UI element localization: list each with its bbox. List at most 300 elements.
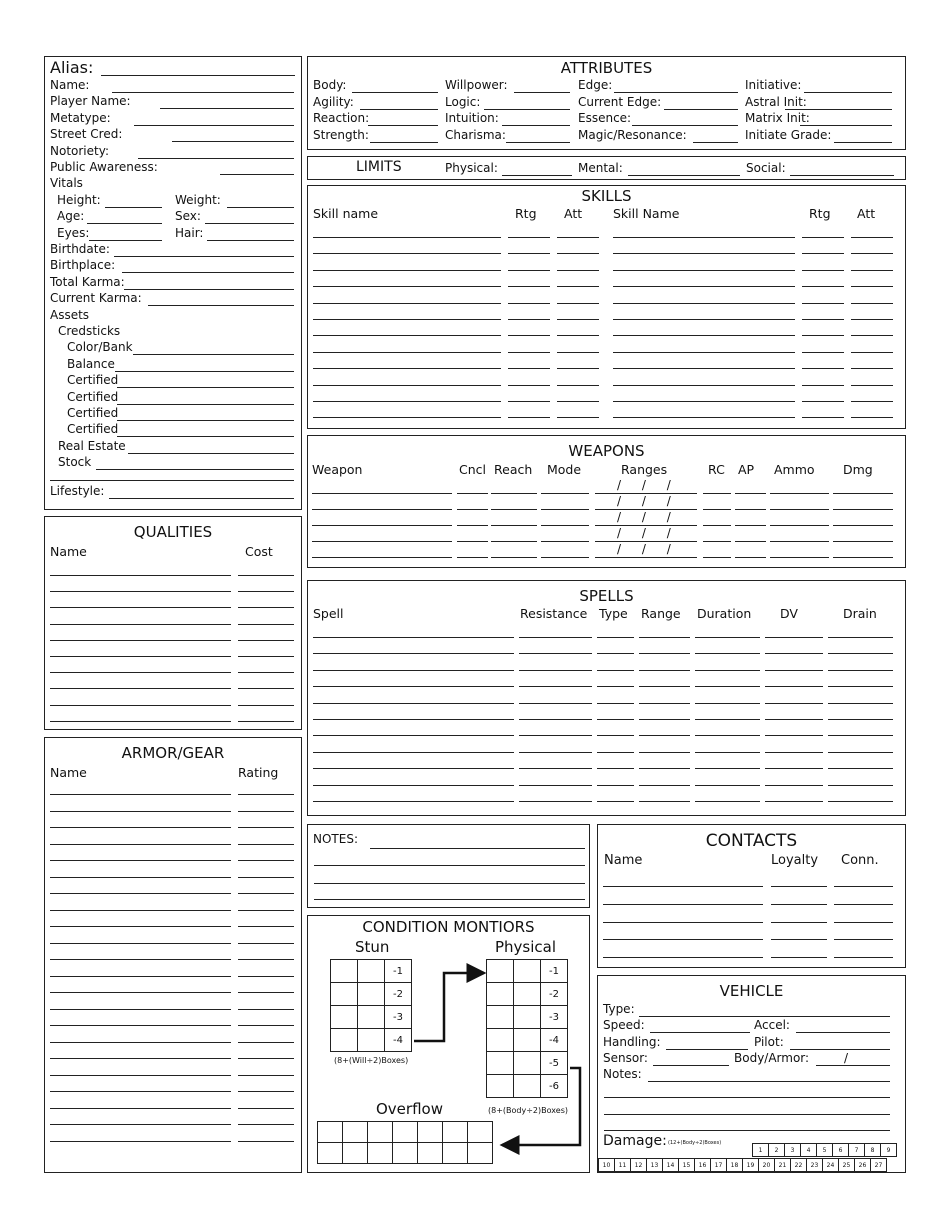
vitals-field-input[interactable] (105, 207, 162, 208)
weapon-row-field[interactable] (457, 541, 488, 542)
extra-asset-input[interactable] (50, 480, 294, 481)
attribute-input[interactable] (506, 142, 570, 143)
weapon-row-field[interactable] (770, 493, 829, 494)
spell-row-field[interactable] (828, 735, 893, 736)
damage-box[interactable]: 24 (823, 1159, 839, 1172)
contact-row-field[interactable] (834, 904, 893, 905)
skill-row-field[interactable] (313, 385, 501, 386)
skill-row-field[interactable] (313, 286, 501, 287)
armor-row-field[interactable] (238, 844, 294, 845)
skill-row-field[interactable] (613, 368, 795, 369)
skill-row-field[interactable] (851, 270, 893, 271)
stock-input[interactable] (96, 469, 294, 470)
stun-modifier[interactable]: -2 (385, 983, 412, 1006)
quality-row-field[interactable] (238, 705, 294, 706)
contact-row-field[interactable] (834, 939, 893, 940)
personal-field-input[interactable] (134, 125, 294, 126)
vitals-field-input[interactable] (207, 240, 294, 241)
spell-row-field[interactable] (597, 686, 634, 687)
skill-row-field[interactable] (802, 286, 844, 287)
spell-row-field[interactable] (828, 653, 893, 654)
damage-box[interactable]: 22 (791, 1159, 807, 1172)
quality-row-field[interactable] (238, 721, 294, 722)
armor-row-field[interactable] (50, 794, 231, 795)
spell-row-field[interactable] (313, 785, 514, 786)
armor-row-field[interactable] (238, 1124, 294, 1125)
spell-row-field[interactable] (313, 670, 514, 671)
spell-row-field[interactable] (695, 637, 760, 638)
weapon-row-field[interactable] (735, 493, 766, 494)
spell-row-field[interactable] (639, 801, 690, 802)
spell-row-field[interactable] (765, 637, 823, 638)
skill-row-field[interactable] (802, 417, 844, 418)
spell-row-field[interactable] (695, 735, 760, 736)
notes-line-4[interactable] (314, 899, 585, 900)
skill-row-field[interactable] (313, 237, 501, 238)
weapon-row-field[interactable] (541, 525, 589, 526)
spell-row-field[interactable] (765, 670, 823, 671)
armor-row-field[interactable] (50, 827, 231, 828)
damage-box[interactable]: 2 (769, 1144, 785, 1157)
spell-row-field[interactable] (639, 735, 690, 736)
credstick-field-input[interactable] (117, 436, 294, 437)
attribute-input[interactable] (664, 109, 738, 110)
weapon-row-field[interactable] (833, 525, 893, 526)
weapon-row-field[interactable] (541, 541, 589, 542)
spell-row-field[interactable] (639, 752, 690, 753)
personal-field-input[interactable] (160, 108, 294, 109)
weapon-row-field[interactable] (541, 509, 589, 510)
damage-box[interactable]: 19 (743, 1159, 759, 1172)
skill-row-field[interactable] (313, 303, 501, 304)
weapon-row-field[interactable] (491, 509, 537, 510)
spell-row-field[interactable] (695, 703, 760, 704)
spell-row-field[interactable] (695, 785, 760, 786)
skill-row-field[interactable] (802, 335, 844, 336)
quality-row-field[interactable] (238, 591, 294, 592)
lifestyle-input[interactable] (109, 498, 294, 499)
armor-row-field[interactable] (50, 1091, 231, 1092)
skill-row-field[interactable] (557, 352, 599, 353)
spell-row-field[interactable] (597, 670, 634, 671)
skill-row-field[interactable] (851, 237, 893, 238)
weapon-row-field[interactable] (312, 493, 452, 494)
spell-row-field[interactable] (765, 653, 823, 654)
quality-row-field[interactable] (238, 672, 294, 673)
spell-row-field[interactable] (828, 719, 893, 720)
physical-modifier[interactable]: -3 (541, 1006, 568, 1029)
spell-row-field[interactable] (313, 686, 514, 687)
weapon-row-field[interactable] (541, 557, 589, 558)
attribute-input[interactable] (502, 125, 570, 126)
attribute-input[interactable] (693, 142, 738, 143)
spell-row-field[interactable] (597, 735, 634, 736)
damage-box[interactable]: 3 (785, 1144, 801, 1157)
armor-row-field[interactable] (50, 1058, 231, 1059)
personal-field-input[interactable] (148, 305, 294, 306)
skill-row-field[interactable] (802, 253, 844, 254)
spell-row-field[interactable] (828, 768, 893, 769)
weapon-row-field[interactable] (457, 509, 488, 510)
quality-row-field[interactable] (238, 688, 294, 689)
damage-box[interactable]: 9 (881, 1144, 897, 1157)
spell-row-field[interactable] (639, 768, 690, 769)
spell-row-field[interactable] (828, 637, 893, 638)
real-estate-input[interactable] (128, 453, 294, 454)
skill-row-field[interactable] (557, 385, 599, 386)
armor-row-field[interactable] (50, 1075, 231, 1076)
spell-row-field[interactable] (828, 785, 893, 786)
vehicle-sensor-field[interactable] (653, 1065, 729, 1066)
spell-row-field[interactable] (313, 801, 514, 802)
spell-row-field[interactable] (695, 719, 760, 720)
credstick-field-input[interactable] (133, 354, 294, 355)
attribute-input[interactable] (785, 109, 892, 110)
weapon-row-field[interactable] (833, 541, 893, 542)
spell-row-field[interactable] (313, 735, 514, 736)
personal-field-input[interactable] (122, 272, 294, 273)
attribute-input[interactable] (804, 92, 892, 93)
spell-row-field[interactable] (765, 768, 823, 769)
skill-row-field[interactable] (313, 352, 501, 353)
limit-social-field[interactable] (790, 175, 894, 176)
armor-row-field[interactable] (238, 976, 294, 977)
armor-row-field[interactable] (238, 1025, 294, 1026)
spell-row-field[interactable] (597, 703, 634, 704)
spell-row-field[interactable] (597, 653, 634, 654)
skill-row-field[interactable] (613, 286, 795, 287)
attribute-input[interactable] (352, 92, 438, 93)
skill-row-field[interactable] (508, 319, 550, 320)
weapon-range-field[interactable] (595, 557, 697, 558)
skill-row-field[interactable] (508, 368, 550, 369)
skill-row-field[interactable] (851, 385, 893, 386)
skill-row-field[interactable] (613, 335, 795, 336)
spell-row-field[interactable] (695, 670, 760, 671)
skill-row-field[interactable] (851, 253, 893, 254)
spell-row-field[interactable] (597, 752, 634, 753)
spell-row-field[interactable] (765, 785, 823, 786)
spell-row-field[interactable] (828, 703, 893, 704)
skill-row-field[interactable] (557, 303, 599, 304)
armor-row-field[interactable] (238, 910, 294, 911)
attribute-input[interactable] (614, 92, 738, 93)
weapon-row-field[interactable] (770, 541, 829, 542)
damage-box[interactable]: 25 (839, 1159, 855, 1172)
contact-row-field[interactable] (834, 886, 893, 887)
skill-row-field[interactable] (313, 253, 501, 254)
skill-row-field[interactable] (557, 237, 599, 238)
contact-row-field[interactable] (603, 904, 763, 905)
quality-row-field[interactable] (238, 656, 294, 657)
personal-field-input[interactable] (124, 289, 294, 290)
damage-box[interactable]: 14 (663, 1159, 679, 1172)
armor-row-field[interactable] (238, 893, 294, 894)
spell-row-field[interactable] (639, 670, 690, 671)
armor-row-field[interactable] (238, 877, 294, 878)
weapon-row-field[interactable] (457, 557, 488, 558)
damage-box[interactable]: 21 (775, 1159, 791, 1172)
skill-row-field[interactable] (802, 237, 844, 238)
spell-row-field[interactable] (519, 785, 592, 786)
skill-row-field[interactable] (613, 401, 795, 402)
skill-row-field[interactable] (557, 417, 599, 418)
damage-box[interactable]: 7 (849, 1144, 865, 1157)
armor-row-field[interactable] (50, 844, 231, 845)
personal-field-input[interactable] (114, 256, 294, 257)
armor-row-field[interactable] (238, 1075, 294, 1076)
damage-box[interactable]: 17 (711, 1159, 727, 1172)
skill-row-field[interactable] (508, 417, 550, 418)
spell-row-field[interactable] (639, 785, 690, 786)
skill-row-field[interactable] (613, 352, 795, 353)
spell-row-field[interactable] (695, 686, 760, 687)
weapon-row-field[interactable] (770, 557, 829, 558)
weapon-row-field[interactable] (703, 557, 731, 558)
skill-row-field[interactable] (313, 319, 501, 320)
weapon-row-field[interactable] (735, 541, 766, 542)
weapon-row-field[interactable] (541, 493, 589, 494)
stun-modifier[interactable]: -4 (385, 1029, 412, 1052)
attribute-input[interactable] (834, 142, 892, 143)
quality-row-field[interactable] (50, 607, 231, 608)
weapon-row-field[interactable] (703, 509, 731, 510)
vehicle-notes-line-3[interactable] (604, 1114, 890, 1115)
skill-row-field[interactable] (508, 401, 550, 402)
spell-row-field[interactable] (519, 735, 592, 736)
skill-row-field[interactable] (508, 385, 550, 386)
armor-row-field[interactable] (50, 1124, 231, 1125)
weapon-row-field[interactable] (491, 493, 537, 494)
spell-row-field[interactable] (828, 801, 893, 802)
skill-row-field[interactable] (557, 253, 599, 254)
spell-row-field[interactable] (765, 719, 823, 720)
skill-row-field[interactable] (802, 401, 844, 402)
weapon-row-field[interactable] (312, 525, 452, 526)
credstick-field-input[interactable] (115, 371, 294, 372)
skill-row-field[interactable] (802, 303, 844, 304)
spell-row-field[interactable] (765, 801, 823, 802)
attribute-input[interactable] (632, 125, 738, 126)
armor-row-field[interactable] (238, 992, 294, 993)
skill-row-field[interactable] (557, 335, 599, 336)
skill-row-field[interactable] (851, 319, 893, 320)
physical-modifier[interactable]: -5 (541, 1052, 568, 1075)
weapon-row-field[interactable] (833, 493, 893, 494)
attribute-input[interactable] (368, 125, 438, 126)
spell-row-field[interactable] (313, 768, 514, 769)
skill-row-field[interactable] (613, 237, 795, 238)
spell-row-field[interactable] (313, 752, 514, 753)
weapon-row-field[interactable] (770, 509, 829, 510)
spell-row-field[interactable] (519, 768, 592, 769)
quality-row-field[interactable] (50, 591, 231, 592)
spell-row-field[interactable] (597, 785, 634, 786)
spell-row-field[interactable] (597, 768, 634, 769)
armor-row-field[interactable] (238, 926, 294, 927)
skill-row-field[interactable] (613, 253, 795, 254)
vehicle-notes-line-4[interactable] (604, 1130, 890, 1131)
contact-row-field[interactable] (771, 939, 827, 940)
credstick-field-input[interactable] (117, 404, 294, 405)
attribute-input[interactable] (484, 109, 570, 110)
skill-row-field[interactable] (557, 319, 599, 320)
vitals-field-input[interactable] (87, 223, 162, 224)
vehicle-handling-field[interactable] (666, 1049, 748, 1050)
spell-row-field[interactable] (695, 801, 760, 802)
skill-row-field[interactable] (508, 286, 550, 287)
spell-row-field[interactable] (828, 752, 893, 753)
attribute-input[interactable] (370, 142, 438, 143)
damage-box[interactable]: 4 (801, 1144, 817, 1157)
armor-row-field[interactable] (50, 926, 231, 927)
spell-row-field[interactable] (519, 686, 592, 687)
weapon-row-field[interactable] (735, 557, 766, 558)
spell-row-field[interactable] (695, 768, 760, 769)
armor-row-field[interactable] (50, 1025, 231, 1026)
spell-row-field[interactable] (828, 686, 893, 687)
armor-row-field[interactable] (50, 976, 231, 977)
personal-field-input[interactable] (220, 174, 294, 175)
damage-box[interactable]: 27 (871, 1159, 887, 1172)
spell-row-field[interactable] (695, 752, 760, 753)
weapon-row-field[interactable] (457, 525, 488, 526)
damage-box[interactable]: 1 (753, 1144, 769, 1157)
skill-row-field[interactable] (508, 270, 550, 271)
quality-row-field[interactable] (50, 705, 231, 706)
quality-row-field[interactable] (238, 575, 294, 576)
skill-row-field[interactable] (851, 401, 893, 402)
skill-row-field[interactable] (508, 237, 550, 238)
spell-row-field[interactable] (639, 703, 690, 704)
vehicle-speed-field[interactable] (650, 1032, 750, 1033)
contact-row-field[interactable] (834, 922, 893, 923)
skill-row-field[interactable] (313, 417, 501, 418)
armor-row-field[interactable] (50, 1009, 231, 1010)
damage-box[interactable]: 16 (695, 1159, 711, 1172)
contact-row-field[interactable] (603, 922, 763, 923)
vehicle-accel-field[interactable] (796, 1032, 890, 1033)
limit-mental-field[interactable] (628, 175, 740, 176)
weapon-row-field[interactable] (491, 557, 537, 558)
contact-row-field[interactable] (771, 886, 827, 887)
skill-row-field[interactable] (613, 417, 795, 418)
damage-box[interactable]: 23 (807, 1159, 823, 1172)
damage-box[interactable]: 10 (599, 1159, 615, 1172)
armor-row-field[interactable] (50, 1141, 231, 1142)
spell-row-field[interactable] (313, 637, 514, 638)
spell-row-field[interactable] (313, 653, 514, 654)
skill-row-field[interactable] (851, 286, 893, 287)
weapon-row-field[interactable] (735, 525, 766, 526)
personal-field-input[interactable] (172, 141, 294, 142)
armor-row-field[interactable] (238, 1009, 294, 1010)
damage-box[interactable]: 5 (817, 1144, 833, 1157)
quality-row-field[interactable] (238, 607, 294, 608)
physical-modifier[interactable]: -1 (541, 960, 568, 983)
armor-row-field[interactable] (50, 877, 231, 878)
credstick-field-input[interactable] (117, 420, 294, 421)
notes-line-1[interactable] (370, 848, 585, 849)
spell-row-field[interactable] (519, 703, 592, 704)
skill-row-field[interactable] (313, 368, 501, 369)
armor-row-field[interactable] (50, 1108, 231, 1109)
vehicle-damage-track-bottom[interactable] (598, 1158, 887, 1172)
skill-row-field[interactable] (851, 303, 893, 304)
vehicle-notes-line-1[interactable] (648, 1081, 890, 1082)
attribute-input[interactable] (360, 109, 438, 110)
armor-row-field[interactable] (50, 910, 231, 911)
weapon-row-field[interactable] (312, 541, 452, 542)
quality-row-field[interactable] (50, 688, 231, 689)
damage-box[interactable]: 6 (833, 1144, 849, 1157)
spell-row-field[interactable] (639, 653, 690, 654)
quality-row-field[interactable] (50, 640, 231, 641)
armor-row-field[interactable] (50, 992, 231, 993)
contact-row-field[interactable] (771, 922, 827, 923)
armor-row-field[interactable] (50, 893, 231, 894)
spell-row-field[interactable] (765, 752, 823, 753)
spell-row-field[interactable] (519, 719, 592, 720)
skill-row-field[interactable] (802, 385, 844, 386)
limit-physical-field[interactable] (502, 175, 572, 176)
armor-row-field[interactable] (238, 1042, 294, 1043)
skill-row-field[interactable] (508, 303, 550, 304)
vitals-field-input[interactable] (205, 223, 294, 224)
armor-row-field[interactable] (238, 1108, 294, 1109)
vitals-field-input[interactable] (89, 240, 162, 241)
armor-row-field[interactable] (50, 860, 231, 861)
vehicle-damage-track-top[interactable] (752, 1143, 897, 1157)
weapon-row-field[interactable] (703, 493, 731, 494)
contact-row-field[interactable] (603, 957, 763, 958)
armor-row-field[interactable] (238, 943, 294, 944)
personal-field-input[interactable] (112, 92, 294, 93)
weapon-row-field[interactable] (703, 541, 731, 542)
spell-row-field[interactable] (765, 703, 823, 704)
skill-row-field[interactable] (313, 401, 501, 402)
weapon-row-field[interactable] (491, 525, 537, 526)
spell-row-field[interactable] (639, 637, 690, 638)
skill-row-field[interactable] (313, 335, 501, 336)
physical-modifier[interactable]: -4 (541, 1029, 568, 1052)
armor-row-field[interactable] (50, 1042, 231, 1043)
damage-box[interactable]: 15 (679, 1159, 695, 1172)
damage-box[interactable]: 11 (615, 1159, 631, 1172)
spell-row-field[interactable] (597, 637, 634, 638)
spell-row-field[interactable] (765, 686, 823, 687)
vehicle-notes-line-2[interactable] (604, 1097, 890, 1098)
physical-modifier[interactable]: -6 (541, 1075, 568, 1098)
quality-row-field[interactable] (50, 672, 231, 673)
armor-row-field[interactable] (238, 827, 294, 828)
damage-box[interactable]: 18 (727, 1159, 743, 1172)
skill-row-field[interactable] (613, 319, 795, 320)
skill-row-field[interactable] (557, 286, 599, 287)
weapon-row-field[interactable] (491, 541, 537, 542)
vitals-field-input[interactable] (227, 207, 294, 208)
attribute-input[interactable] (800, 125, 892, 126)
spell-row-field[interactable] (519, 670, 592, 671)
weapon-row-field[interactable] (833, 557, 893, 558)
spell-row-field[interactable] (519, 752, 592, 753)
skill-row-field[interactable] (802, 319, 844, 320)
skill-row-field[interactable] (851, 352, 893, 353)
quality-row-field[interactable] (238, 624, 294, 625)
skill-row-field[interactable] (851, 417, 893, 418)
quality-row-field[interactable] (50, 575, 231, 576)
armor-row-field[interactable] (238, 1058, 294, 1059)
